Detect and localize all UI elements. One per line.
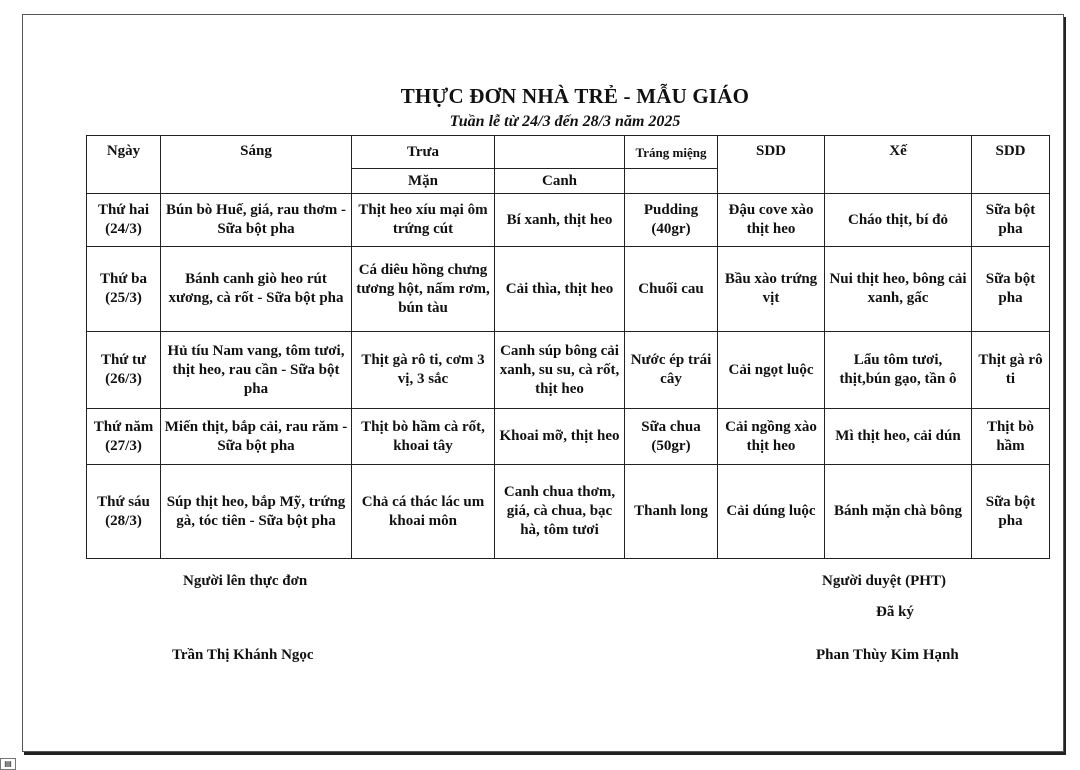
cell-sdd-1: Đậu cove xào thịt heo <box>718 194 825 247</box>
header-man: Mặn <box>352 169 495 194</box>
cell-xe: Nui thịt heo, bông cải xanh, gấc <box>825 247 972 332</box>
cell-man: Thịt bò hầm cà rốt, khoai tây <box>352 409 495 465</box>
cell-ngay: Thứ hai (24/3) <box>87 194 161 247</box>
cell-trang-mieng: Nước ép trái cây <box>625 332 718 409</box>
status-bar <box>0 756 1080 769</box>
table-row <box>87 465 1050 559</box>
cell-sdd-2: Thịt bò hầm <box>972 409 1050 465</box>
cell-sang: Hủ tíu Nam vang, tôm tươi, thịt heo, rau cần - Sữa bột pha <box>161 332 352 409</box>
cell-sdd-2: Thịt gà rô ti <box>972 332 1050 409</box>
cell-man: Cá diêu hồng chưng tương hột, nấm rơm, bún tàu <box>352 247 495 332</box>
cell-man: Chả cá thác lác um khoai môn <box>352 465 495 559</box>
cell-sdd-1: Cải ngồng xào thịt heo <box>718 409 825 465</box>
cell-canh: Canh súp bông cải xanh, su su, cà rốt, thịt heo <box>495 332 625 409</box>
signed-mark: Đã ký <box>876 604 914 620</box>
header-trang-mieng: Tráng miệng <box>625 136 718 169</box>
cell-trang-mieng: Pudding (40gr) <box>625 194 718 247</box>
cell-xe: Cháo thịt, bí đỏ <box>825 194 972 247</box>
cell-sdd-1: Bầu xào trứng vịt <box>718 247 825 332</box>
menu-table <box>86 135 1050 559</box>
table-row <box>87 194 1050 247</box>
cell-man: Thịt gà rô ti, cơm 3 vị, 3 sắc <box>352 332 495 409</box>
cell-ngay: Thứ ba (25/3) <box>87 247 161 332</box>
header-row <box>87 136 1050 169</box>
cell-sdd-1: Cải dúng luộc <box>718 465 825 559</box>
cell-canh: Canh chua thơm, giá, cà chua, bạc hà, tôm tươi <box>495 465 625 559</box>
menu-subtitle: Tuần lễ từ 24/3 đến 28/3 năm 2025 <box>449 113 681 130</box>
header-sang: Sáng <box>161 136 352 194</box>
page-icon: ▤ <box>0 758 16 770</box>
header-trang-mieng-blank <box>625 169 718 194</box>
header-ngay: Ngày <box>87 136 161 194</box>
header-sdd-2: SDD <box>972 136 1050 194</box>
cell-man: Thịt heo xíu mại ôm trứng cút <box>352 194 495 247</box>
preparer-name: Trần Thị Khánh Ngọc <box>172 647 314 663</box>
header-blank <box>495 136 625 169</box>
cell-canh: Cải thìa, thịt heo <box>495 247 625 332</box>
header-canh: Canh <box>495 169 625 194</box>
cell-trang-mieng: Sữa chua (50gr) <box>625 409 718 465</box>
cell-sdd-2: Sữa bột pha <box>972 465 1050 559</box>
cell-canh: Khoai mỡ, thịt heo <box>495 409 625 465</box>
header-trua: Trưa <box>352 136 495 169</box>
cell-trang-mieng: Thanh long <box>625 465 718 559</box>
cell-ngay: Thứ năm (27/3) <box>87 409 161 465</box>
cell-sang: Miến thịt, bắp cải, rau răm - Sữa bột pha <box>161 409 352 465</box>
table-row <box>87 332 1050 409</box>
cell-xe: Lẩu tôm tươi, thịt,bún gạo, tần ô <box>825 332 972 409</box>
cell-trang-mieng: Chuối cau <box>625 247 718 332</box>
header-sdd-1: SDD <box>718 136 825 194</box>
cell-xe: Mì thịt heo, cải dún <box>825 409 972 465</box>
cell-sang: Bún bò Huế, giá, rau thơm - Sữa bột pha <box>161 194 352 247</box>
approver-role: Người duyệt (PHT) <box>822 573 946 589</box>
cell-ngay: Thứ tư (26/3) <box>87 332 161 409</box>
cell-canh: Bí xanh, thịt heo <box>495 194 625 247</box>
cell-ngay: Thứ sáu (28/3) <box>87 465 161 559</box>
cell-xe: Bánh mặn chà bông <box>825 465 972 559</box>
cell-sang: Bánh canh giò heo rút xương, cà rốt - Sữa bột pha <box>161 247 352 332</box>
cell-sdd-2: Sữa bột pha <box>972 247 1050 332</box>
cell-sdd-2: Sữa bột pha <box>972 194 1050 247</box>
menu-title: THỰC ĐƠN NHÀ TRẺ - MẪU GIÁO <box>400 84 750 108</box>
approver-name: Phan Thùy Kim Hạnh <box>816 647 959 663</box>
table-row <box>87 247 1050 332</box>
table-row <box>87 409 1050 465</box>
cell-sang: Súp thịt heo, bắp Mỹ, trứng gà, tóc tiên - Sữa bột pha <box>161 465 352 559</box>
header-xe: Xế <box>825 136 972 194</box>
cell-sdd-1: Cải ngọt luộc <box>718 332 825 409</box>
preparer-role: Người lên thực đơn <box>183 573 308 589</box>
